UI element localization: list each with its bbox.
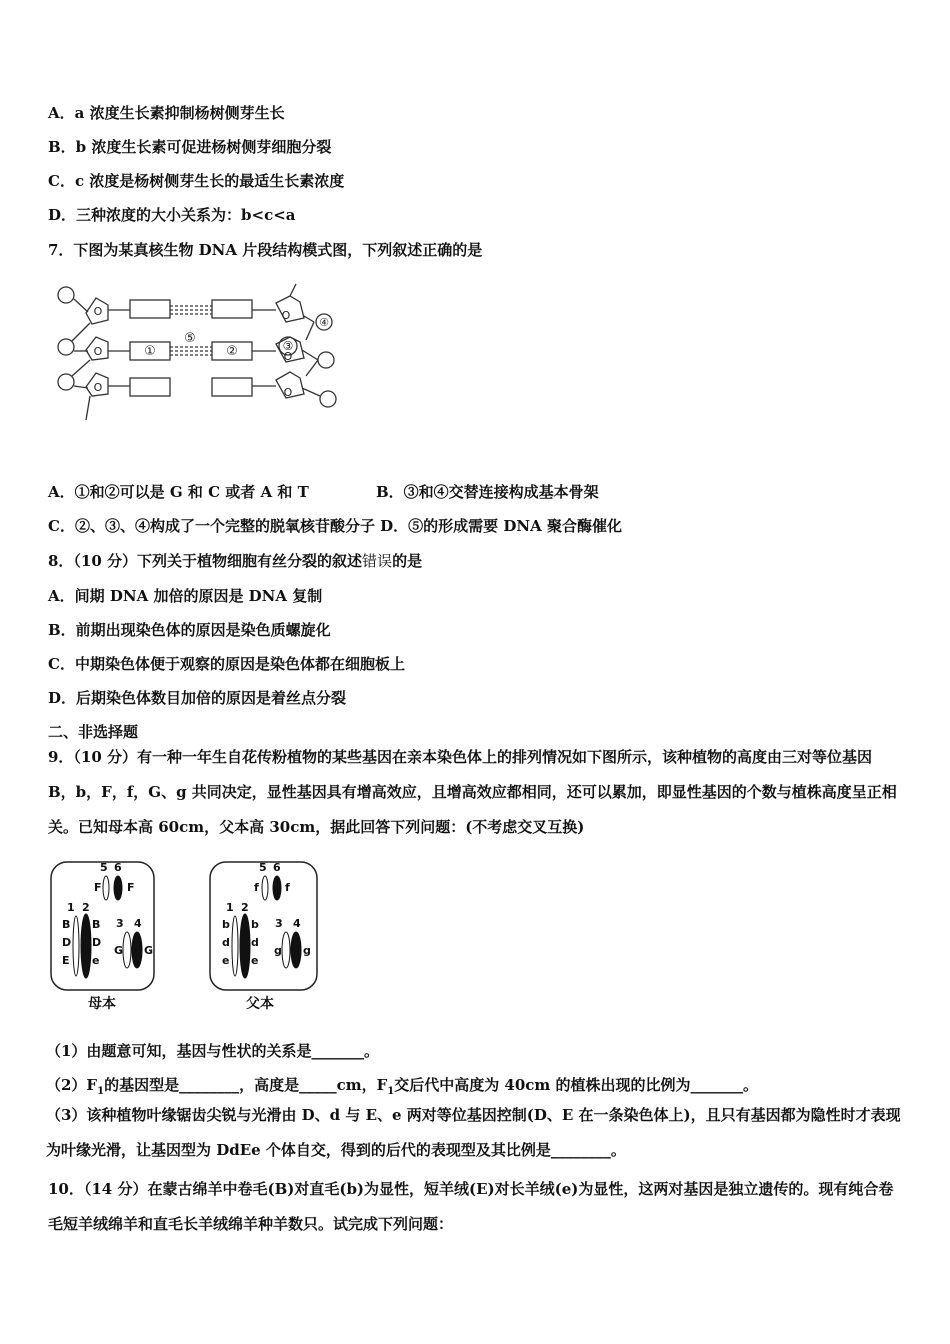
q9-sub2-a: （2）F bbox=[46, 1076, 98, 1094]
q9-sub2-c: 交后代中高度为 40cm 的植株出现的比例为_______。 bbox=[394, 1076, 759, 1094]
mother-num-2: 2 bbox=[82, 901, 90, 914]
q6-option-c: C．c 浓度是杨树侧芽生长的最适生长素浓度 bbox=[48, 172, 345, 190]
mother-gene-b1: B bbox=[62, 918, 71, 931]
q6-option-a: A．a 浓度生长素抑制杨树侧芽生长 bbox=[48, 104, 285, 122]
mother-caption: 母本 bbox=[88, 996, 116, 1012]
sugar-o-2: O bbox=[93, 345, 103, 358]
father-gene-g2: g bbox=[303, 944, 311, 957]
father-num-4: 4 bbox=[293, 917, 301, 930]
mother-gene-b2: B bbox=[92, 918, 101, 931]
father-gene-f1: f bbox=[254, 881, 259, 894]
mother-gene-f2: F bbox=[127, 881, 135, 894]
q9-sub3: （3）该种植物叶缘锯齿尖锐与光滑由 D、d 与 E、e 两对等位基因控制(D、E 在一条染色体上)，且只有基因都为隐性时才表现为叶缘光滑，让基因型为 DdEe 个体自交，得到的后代的表现型及其比例是________。 bbox=[46, 1106, 901, 1159]
q8-stem-prefix: 8．（10 分）下列关于植物细胞有丝分裂的叙述 bbox=[48, 552, 363, 570]
father-num-3: 3 bbox=[275, 917, 283, 930]
sugar-o-1: O bbox=[93, 305, 103, 318]
label-1: ① bbox=[144, 344, 156, 359]
label-2: ② bbox=[226, 344, 238, 359]
father-gene-b1: b bbox=[222, 918, 230, 931]
q9-sub2-b: 的基因型是________，高度是_____cm，F bbox=[104, 1076, 388, 1094]
q7-option-a: A．①和②可以是 G 和 C 或者 A 和 T bbox=[48, 483, 309, 501]
q7-stem: 7．下图为某真核生物 DNA 片段结构模式图，下列叙述正确的是 bbox=[48, 241, 483, 259]
father-gene-b2: b bbox=[251, 918, 259, 931]
q8-stem-emphasis: 错误 bbox=[362, 552, 393, 570]
mother-num-3: 3 bbox=[116, 917, 124, 930]
mother-gene-d2: D bbox=[92, 936, 102, 949]
q9-sub2-sub-2: 1 bbox=[387, 1086, 395, 1097]
dna-structure-figure bbox=[50, 278, 350, 428]
q6-option-b: B．b 浓度生长素可促进杨树侧芽细胞分裂 bbox=[48, 138, 332, 156]
sugar-o-6: O bbox=[283, 386, 293, 399]
father-gene-e2: e bbox=[251, 954, 259, 967]
mother-gene-g2: G bbox=[144, 944, 154, 957]
sugar-o-5: O bbox=[283, 350, 293, 363]
label-5: ⑤ bbox=[184, 331, 196, 346]
mother-num-5: 5 bbox=[100, 861, 108, 874]
mother-gene-g1: G bbox=[114, 944, 124, 957]
father-gene-e1: e bbox=[222, 954, 230, 967]
q8-stem-suffix: 的是 bbox=[392, 552, 423, 570]
q8-option-b: B．前期出现染色体的原因是染色质螺旋化 bbox=[48, 621, 331, 639]
father-gene-f2: f bbox=[285, 881, 290, 894]
father-num-2: 2 bbox=[241, 901, 249, 914]
father-num-6: 6 bbox=[273, 861, 281, 874]
father-gene-g1: g bbox=[274, 944, 282, 957]
father-num-1: 1 bbox=[226, 901, 234, 914]
father-caption: 父本 bbox=[246, 996, 274, 1012]
father-num-5: 5 bbox=[259, 861, 267, 874]
sugar-o-4: O bbox=[281, 309, 291, 322]
q8-option-c: C．中期染色体便于观察的原因是染色体都在细胞板上 bbox=[48, 655, 405, 673]
mother-gene-e1: E bbox=[62, 954, 70, 967]
mother-gene-f1: F bbox=[94, 881, 102, 894]
sugar-o-3: O bbox=[93, 381, 103, 394]
q8-stem bbox=[48, 551, 422, 571]
chromosome-figure bbox=[48, 858, 328, 1014]
label-3: ③ bbox=[282, 339, 294, 353]
q9-sub1: （1）由题意可知，基因与性状的关系是_______。 bbox=[46, 1042, 379, 1060]
mother-num-1: 1 bbox=[67, 901, 75, 914]
q6-option-d: D．三种浓度的大小关系为：b<c<a bbox=[48, 206, 296, 224]
mother-gene-e2: e bbox=[92, 954, 100, 967]
label-4: ④ bbox=[319, 316, 329, 329]
q7-option-cd: C．②、③、④构成了一个完整的脱氧核苷酸分子 D．⑤的形成需要 DNA 聚合酶催化 bbox=[48, 517, 622, 535]
mother-gene-d1: D bbox=[62, 936, 72, 949]
q8-option-a: A．间期 DNA 加倍的原因是 DNA 复制 bbox=[48, 587, 323, 605]
mother-num-6: 6 bbox=[114, 861, 122, 874]
section-heading: 二、非选择题 bbox=[48, 723, 139, 741]
q10-stem: 10．（14 分）在蒙古绵羊中卷毛(B)对直毛(b)为显性，短羊绒(E)对长羊绒(e)为显性，这两对基因是独立遗传的。现有纯合卷毛短羊绒绵羊和直毛长羊绒绵羊种羊数只。试完成下列问题： bbox=[48, 1180, 894, 1233]
father-gene-d2: d bbox=[251, 936, 259, 949]
q9-stem: 9．（10 分）有一种一年生自花传粉植物的某些基因在亲本染色体上的排列情况如下图所示，该种植物的高度由三对等位基因 B，b，F，f，G、g 共同决定，显性基因具有增高效应，且增高效应都相同，还可以累加，即显性基因的个数与植株高度呈正相关。已知母本高 60cm，父本高 30cm，据此回答下列问题：(不考虑交叉互换) bbox=[48, 748, 897, 836]
q7-option-b: B．③和④交替连接构成基本骨架 bbox=[376, 483, 599, 501]
father-gene-d1: d bbox=[222, 936, 230, 949]
mother-num-4: 4 bbox=[134, 917, 142, 930]
q8-option-d: D．后期染色体数目加倍的原因是着丝点分裂 bbox=[48, 689, 347, 707]
q9-sub2-sub-1: 1 bbox=[97, 1086, 105, 1097]
